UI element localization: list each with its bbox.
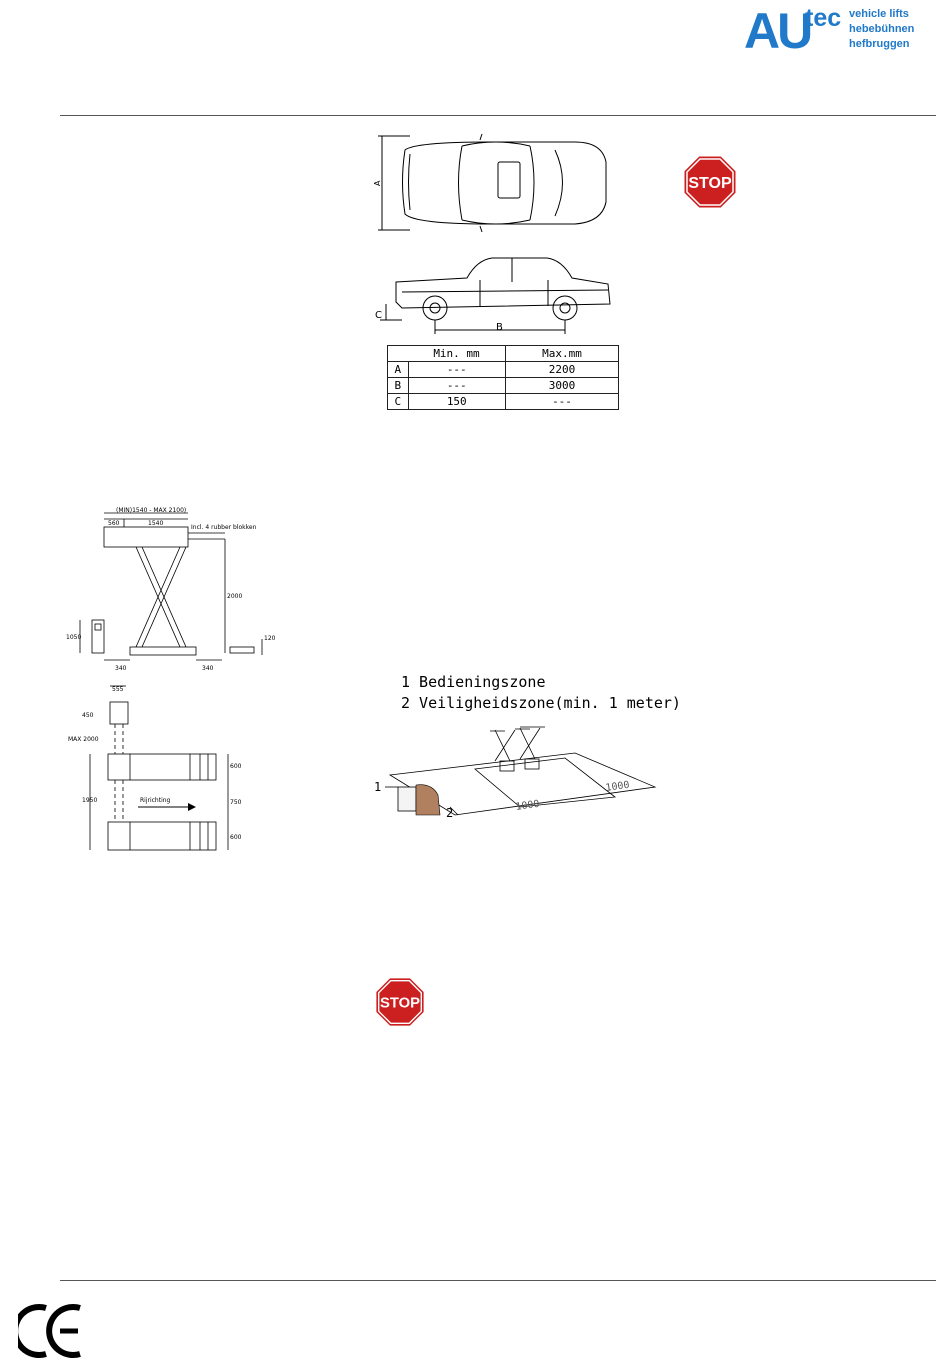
safety-zone-drawing [370, 725, 665, 825]
footer-rule [60, 1280, 936, 1281]
table-row [388, 394, 619, 410]
plan-dim-555: 555 [112, 686, 124, 693]
row-label: C [388, 394, 409, 410]
zone-legend-item-2: 2 Veiligheidszone(min. 1 meter) [401, 694, 681, 712]
lift-dim-340-left: 340 [115, 665, 127, 672]
zone-legend [401, 672, 681, 714]
row-max: --- [506, 394, 619, 410]
lift-top-dim: (MIN)1540 - MAX 2100) [116, 507, 187, 514]
stop-sign-icon [683, 155, 737, 209]
dim-label-c: C [375, 310, 382, 321]
row-label: B [388, 378, 409, 394]
logo-tagline [849, 7, 914, 52]
row-max: 3000 [506, 378, 619, 394]
logo-au-text: AU [744, 3, 811, 59]
dim-label-b: B [496, 322, 503, 333]
row-label: A [388, 362, 409, 378]
logo-line-1: vehicle lifts [849, 8, 909, 20]
lift-side-elevation-drawing [60, 505, 285, 675]
table-header-cell: Max.mm [506, 346, 619, 362]
car-top-view-drawing [370, 132, 615, 236]
table-header-row [388, 346, 619, 362]
row-max: 2200 [506, 362, 619, 378]
lift-dim-1050: 1050 [66, 634, 82, 641]
table-row [388, 362, 619, 378]
plan-dim-max2000: MAX 2000 [68, 736, 99, 743]
stop-sign-text: STOP [379, 995, 421, 1012]
plan-dim-750: 750 [230, 799, 242, 806]
table-header-cell [388, 346, 409, 362]
lift-plan-view-drawing [60, 682, 250, 857]
lift-dim-120: 120 [264, 635, 276, 642]
stop-sign-icon [375, 977, 425, 1027]
lift-dim-2000: 2000 [227, 593, 243, 600]
lift-dim-1540: 1540 [148, 520, 164, 527]
control-box-icon [398, 787, 416, 811]
logo-line-3: hefbruggen [849, 38, 910, 50]
zone-dim-1000-a: 1000 [514, 798, 541, 813]
table-row [388, 378, 619, 394]
lift-dim-340-right: 340 [202, 665, 214, 672]
plan-dim-450: 450 [82, 712, 94, 719]
plan-dim-1950: 1950 [82, 797, 98, 804]
operator-zone-hatch [416, 785, 440, 815]
row-min: --- [408, 362, 506, 378]
zone-marker-2: 2 [446, 806, 454, 820]
row-min: 150 [408, 394, 506, 410]
zone-legend-item-1: 1 Bedieningszone [401, 673, 546, 691]
table-header-cell: Min. mm [408, 346, 506, 362]
dim-label-a: A [373, 180, 382, 186]
header-rule [60, 115, 936, 116]
stop-sign-text: STOP [688, 175, 732, 192]
lift-dim-560: 560 [108, 520, 120, 527]
logo-tec-text: tec [805, 4, 842, 32]
logo-line-2: hebebühnen [849, 23, 915, 35]
row-min: --- [408, 378, 506, 394]
vehicle-dimension-table [387, 345, 619, 410]
zone-marker-1: 1 [374, 780, 382, 794]
zone-dim-1000-b: 1000 [604, 779, 631, 794]
plan-dim-600-bottom: 600 [230, 834, 242, 841]
car-side-view-drawing [372, 252, 617, 340]
plan-drive-direction: Rijrichting [140, 797, 171, 804]
lift-rubber-note: Incl. 4 rubber blokken [191, 524, 257, 531]
ce-mark-icon [18, 1300, 84, 1362]
plan-dim-600-top: 600 [230, 763, 242, 770]
